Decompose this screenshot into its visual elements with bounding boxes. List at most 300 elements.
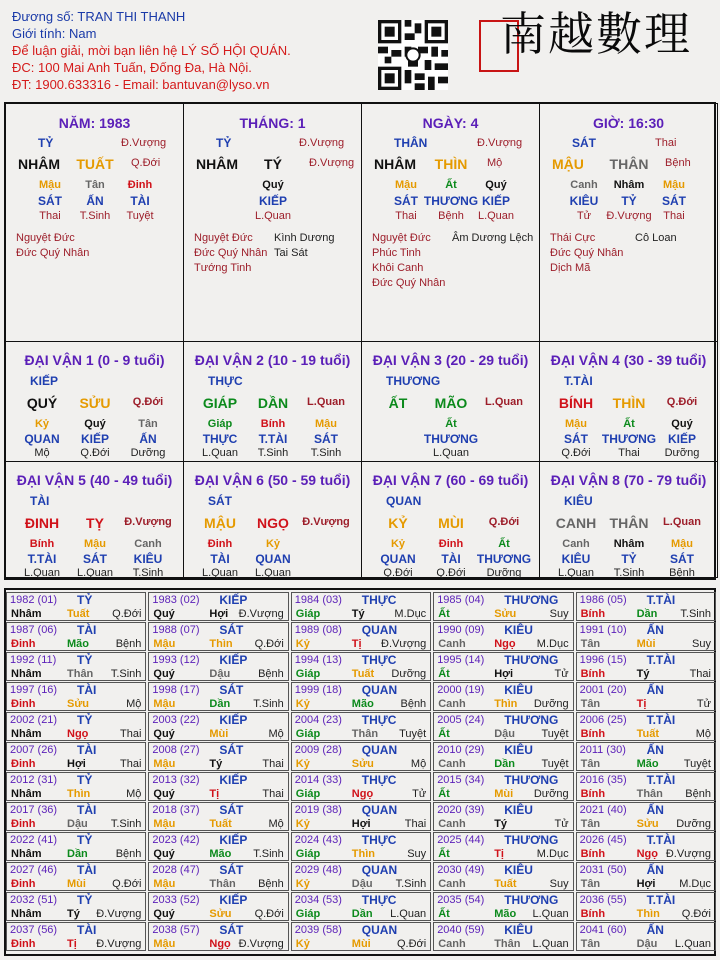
year-cell (291, 622, 431, 651)
pillar-cell (361, 103, 540, 342)
year-can: Mậu (153, 938, 176, 950)
year-chi: Tị (636, 698, 647, 710)
year-can: Mậu (153, 638, 176, 650)
year-label: 2036 (55) (579, 894, 627, 906)
pillar-top-god: THÂN (394, 136, 428, 150)
year-god: KIÊU (504, 623, 533, 637)
luck-cell (361, 341, 540, 462)
hidden-god: QUAN (255, 552, 291, 566)
hidden-stem: Quý (84, 418, 106, 430)
hidden-state: L.Quan (254, 567, 292, 579)
year-god: KIẾP (219, 893, 248, 907)
hidden-stem: Mậu (671, 538, 693, 550)
gender-label: Giới tính: (12, 26, 66, 41)
year-god: KIÊU (504, 683, 533, 697)
year-state: Dưỡng (533, 698, 569, 710)
luck-chi-state: Đ.Vượng (302, 516, 350, 528)
year-can: Ất (438, 608, 450, 620)
luck-chi-state: Q.Đới (132, 396, 164, 408)
year-cell (148, 802, 288, 831)
hidden-state: T.Sinh (613, 567, 645, 579)
year-god: T.TÀI (646, 893, 676, 907)
year-state: L.Quan (674, 938, 711, 950)
year-god: KIẾP (219, 833, 248, 847)
year-cell (291, 742, 431, 771)
year-god: QUAN (361, 683, 398, 697)
year-cell (433, 832, 573, 861)
luck-chi: MÃO (434, 395, 468, 411)
year-cell (576, 652, 716, 681)
pillar-chi: TUẤT (76, 156, 114, 172)
year-can: Mậu (153, 698, 176, 710)
hidden-god: TÀI (441, 552, 461, 566)
luck-title: ĐẠI VẬN 1 (0 - 9 tuổi) (24, 352, 165, 368)
year-god: TÀI (77, 863, 97, 877)
year-can: Quý (153, 668, 175, 680)
year-god: TÀI (77, 923, 97, 937)
year-can: Quý (153, 848, 175, 860)
year-label: 2031 (50) (579, 864, 627, 876)
hidden-stem: Giáp (207, 418, 233, 430)
luck-chi-state: L.Quan (307, 396, 345, 408)
luck-title: ĐẠI VẬN 3 (20 - 29 tuổi) (372, 352, 529, 368)
year-can: Bính (580, 608, 606, 620)
year-can: Canh (438, 758, 466, 770)
year-state: Đ.Vượng (96, 908, 142, 920)
year-label: 2010 (29) (437, 744, 485, 756)
header-info (12, 8, 291, 93)
pillar-chi-state: Mộ (487, 157, 503, 169)
year-state: Thai (689, 668, 711, 680)
luck-can: ẤT (388, 395, 408, 411)
luck-cell (183, 461, 362, 578)
hidden-state: Tuyệt (126, 210, 154, 222)
year-label: 2009 (28) (294, 744, 342, 756)
hidden-stem: Mậu (663, 179, 685, 191)
year-chi: Mão (636, 758, 659, 770)
year-cell (576, 592, 716, 621)
year-state: Mộ (268, 818, 284, 830)
year-label: 1992 (11) (10, 654, 57, 666)
year-state: Thai (404, 818, 427, 830)
year-label: 2014 (33) (294, 774, 342, 786)
hidden-stem: Canh (134, 538, 162, 550)
pillar-top-god: SÁT (572, 136, 596, 150)
year-cell (148, 772, 288, 801)
pillar-title: THÁNG: 1 (239, 115, 306, 131)
year-can: Đinh (11, 818, 36, 830)
year-god: THƯƠNG (504, 773, 559, 787)
year-state: M.Dục (679, 878, 711, 890)
year-cell (291, 682, 431, 711)
hidden-god: SÁT (314, 432, 338, 446)
year-cell (6, 622, 146, 651)
hidden-god: KIẾP (667, 432, 697, 446)
year-chi: Tị (351, 638, 362, 650)
year-state: Bệnh (400, 698, 427, 710)
year-can: Đinh (11, 938, 36, 950)
hidden-state: Thai (618, 447, 640, 459)
hidden-state: Dưỡng (486, 567, 522, 579)
year-chi: Tuất (209, 818, 232, 830)
year-can: Ất (438, 788, 450, 800)
hidden-god: THƯƠNG (423, 432, 479, 446)
luck-chi: DẦN (257, 395, 289, 411)
year-cell (148, 652, 288, 681)
year-god: THỰC (361, 833, 397, 847)
year-state: Tử (696, 698, 711, 710)
luck-cell (361, 461, 540, 578)
year-cell (148, 682, 288, 711)
year-chi: Hợi (209, 608, 229, 620)
pillar-title: NGÀY: 4 (422, 115, 479, 131)
hidden-stem: Đinh (207, 538, 233, 550)
year-chi: Thìn (494, 698, 518, 710)
year-cell (291, 832, 431, 861)
year-state: L.Quan (532, 908, 569, 920)
hidden-god: SÁT (670, 552, 694, 566)
hidden-state: T.Sinh (310, 447, 342, 459)
year-cell (291, 862, 431, 891)
pillar-top-god: TỶ (38, 136, 54, 150)
star-item: Đức Quý Nhân (550, 247, 624, 259)
year-cell (6, 802, 146, 831)
hidden-god: SÁT (38, 194, 62, 208)
luck-title: ĐẠI VẬN 4 (30 - 39 tuổi) (550, 352, 707, 368)
year-cell (291, 892, 431, 921)
year-state: Tử (554, 818, 569, 830)
logo: 南越數理 (500, 7, 692, 61)
luck-title: ĐẠI VẬN 8 (70 - 79 tuổi) (550, 472, 707, 488)
year-god: TỶ (77, 653, 93, 667)
year-chi: Ngọ (67, 728, 89, 740)
year-chi: Tị (209, 788, 220, 800)
luck-cell (5, 341, 184, 462)
year-chi: Tị (494, 848, 504, 860)
year-god: ẤN (646, 683, 664, 697)
year-label: 2023 (42) (152, 834, 200, 846)
year-god: TÀI (77, 623, 97, 637)
year-chi: Hợi (351, 818, 371, 830)
year-cell (148, 922, 288, 951)
year-god: ẤN (646, 803, 664, 817)
year-can: Nhâm (11, 608, 42, 620)
year-cell (291, 922, 431, 951)
year-god: KIÊU (504, 803, 533, 817)
year-god: THỰC (361, 773, 397, 787)
year-god: KIÊU (504, 863, 533, 877)
year-god: ẤN (646, 623, 664, 637)
year-chi: Dậu (351, 878, 373, 890)
year-label: 2020 (39) (437, 804, 485, 816)
gender-value: Nam (68, 26, 97, 41)
hidden-stem: Quý (671, 418, 693, 430)
year-can: Giáp (295, 728, 321, 740)
year-label: 2011 (30) (579, 744, 626, 756)
star-item: Đức Quý Nhân (372, 277, 446, 289)
hidden-stem: Canh (562, 538, 590, 550)
year-state: L.Quan (390, 908, 427, 920)
pillar-cell (183, 103, 362, 342)
year-cell (576, 772, 716, 801)
year-god: T.TÀI (646, 713, 676, 727)
year-label: 1997 (16) (10, 684, 58, 696)
pillar-chi-state: Q.Đới (131, 157, 161, 169)
year-chi: Thân (67, 668, 94, 680)
address-line: ĐC: 100 Mai Anh Tuấn, Đống Đa, Hà Nội. (12, 60, 252, 75)
year-chi: Thìn (209, 638, 233, 650)
hidden-state: L.Quan (23, 567, 61, 579)
year-label: 2040 (59) (437, 924, 485, 936)
hidden-stem: Kỷ (34, 418, 50, 430)
year-god: TÀI (77, 743, 97, 757)
year-cell (6, 652, 146, 681)
year-can: Mậu (153, 818, 176, 830)
year-state: Q.Đới (254, 638, 284, 650)
luck-can: BÍNH (558, 395, 594, 411)
year-state: Q.Đới (112, 878, 142, 890)
year-god: T.TÀI (646, 833, 676, 847)
year-chi: Thìn (636, 908, 660, 920)
hidden-state: L.Quan (254, 210, 292, 222)
year-cell (433, 772, 573, 801)
year-cell (148, 832, 288, 861)
year-chi: Ngọ (494, 638, 516, 650)
luck-title: ĐẠI VẬN 2 (10 - 19 tuổi) (194, 352, 351, 368)
hidden-god: KIÊU (133, 552, 163, 566)
year-state: Suy (407, 848, 427, 860)
year-can: Tân (580, 698, 601, 710)
year-label: 1982 (01) (10, 594, 58, 606)
pillar-top-god: TỶ (216, 136, 232, 150)
year-chi: Tuất (67, 608, 90, 620)
year-god: SÁT (219, 803, 244, 817)
year-label: 2027 (46) (10, 864, 58, 876)
hidden-state: L.Quan (201, 567, 239, 579)
hidden-god: KIẾP (258, 194, 288, 208)
year-label: 2034 (53) (294, 894, 342, 906)
year-label: 1989 (08) (294, 624, 342, 636)
year-cell (433, 652, 573, 681)
hidden-stem: Quý (262, 179, 284, 191)
pillar-chi: TÝ (264, 156, 282, 172)
year-label: 2008 (27) (152, 744, 200, 756)
year-god: QUAN (361, 623, 398, 637)
year-god: THƯƠNG (504, 593, 559, 607)
year-chi: Hợi (67, 758, 86, 770)
year-state: T.Sinh (395, 878, 427, 890)
hidden-stem: Kỷ (265, 538, 281, 550)
luck-can: MẬU (204, 515, 236, 531)
year-can: Nhâm (11, 728, 42, 740)
year-can: Canh (438, 818, 466, 830)
year-state: Q.Đới (254, 908, 284, 920)
hidden-god: TÀI (130, 194, 150, 208)
hidden-state: Tử (576, 210, 592, 222)
year-label: 1986 (05) (579, 594, 627, 606)
year-god: KIẾP (219, 593, 248, 607)
hidden-god: ẤN (86, 194, 104, 208)
year-chi: Dậu (209, 668, 231, 680)
hidden-state: Q.Đới (80, 447, 110, 459)
hidden-stem: Mậu (565, 418, 587, 430)
star-item: Đức Quý Nhân (194, 247, 268, 259)
year-label: 1998 (17) (152, 684, 200, 696)
year-state: Suy (549, 608, 569, 620)
hidden-stem: Mậu (84, 538, 106, 550)
year-label: 1985 (04) (437, 594, 485, 606)
hidden-state: Mộ (34, 447, 50, 459)
year-cell (576, 712, 716, 741)
year-can: Đinh (11, 878, 36, 890)
year-state: T.Sinh (110, 668, 142, 680)
year-label: 2037 (56) (10, 924, 58, 936)
year-state: Thai (262, 788, 284, 800)
hidden-god: THƯƠNG (601, 432, 657, 446)
year-cell (148, 892, 288, 921)
annual-table (4, 588, 716, 956)
year-state: Dưỡng (676, 818, 711, 830)
year-can: Nhâm (11, 668, 42, 680)
year-cell (433, 682, 573, 711)
year-cell (6, 742, 146, 771)
year-can: Giáp (295, 668, 321, 680)
year-can: Đinh (11, 758, 36, 770)
pillar-top-state: Đ.Vượng (121, 137, 167, 149)
year-cell (6, 892, 146, 921)
year-state: Mộ (126, 788, 142, 800)
year-state: Tử (554, 668, 569, 680)
year-state: T.Sinh (680, 608, 711, 620)
luck-top-god: KIÊU (564, 494, 593, 508)
luck-chi-state: Q.Đới (666, 396, 698, 408)
year-label: 2005 (24) (437, 714, 485, 726)
year-chi: Tý (494, 818, 508, 830)
hidden-stem: Ất (623, 418, 635, 430)
year-can: Tân (580, 878, 601, 890)
hidden-stem: Kỷ (390, 538, 406, 550)
year-can: Đinh (11, 638, 36, 650)
hidden-god: SÁT (564, 432, 588, 446)
hidden-state: T.Sinh (79, 210, 111, 222)
year-chi: Tuất (351, 668, 375, 680)
year-can: Đinh (11, 698, 36, 710)
luck-top-god: THỰC (208, 374, 243, 388)
pillar-top-state: Đ.Vượng (477, 137, 523, 149)
year-god: KIÊU (504, 743, 533, 757)
pillar-title: GIỜ: 16:30 (592, 115, 665, 131)
hidden-god: KIẾP (80, 432, 110, 446)
pillar-cell (5, 103, 184, 342)
year-state: Đ.Vượng (381, 638, 427, 650)
year-can: Ất (438, 908, 450, 920)
year-cell (291, 772, 431, 801)
year-god: QUAN (361, 743, 398, 757)
hidden-stem: Ất (498, 538, 510, 550)
luck-can: CANH (555, 515, 597, 531)
year-label: 2001 (20) (579, 684, 627, 696)
year-can: Giáp (295, 848, 321, 860)
luck-top-god: SÁT (208, 494, 232, 508)
year-state: Q.Đới (681, 908, 711, 920)
hidden-stem: Mậu (39, 179, 61, 191)
hidden-stem: Đinh (438, 538, 464, 550)
year-god: THỰC (361, 713, 397, 727)
year-god: SÁT (219, 863, 244, 877)
year-state: Tuyệt (541, 758, 569, 770)
year-god: KIẾP (219, 653, 248, 667)
year-label: 1996 (15) (579, 654, 627, 666)
hidden-stem: Ất (445, 418, 457, 430)
year-cell (291, 802, 431, 831)
year-can: Bính (580, 728, 606, 740)
year-state: Đ.Vượng (238, 608, 284, 620)
year-cell (148, 622, 288, 651)
hidden-state: Thai (395, 210, 417, 222)
hidden-god: TÀI (210, 552, 230, 566)
year-cell (6, 592, 146, 621)
year-god: THƯƠNG (504, 713, 559, 727)
year-can: Canh (438, 938, 466, 950)
year-label: 2013 (32) (152, 774, 200, 786)
pillar-top-state: Thai (655, 137, 677, 149)
year-can: Ất (438, 728, 450, 740)
year-state: Bệnh (258, 668, 284, 680)
year-state: Mộ (126, 698, 142, 710)
hidden-stem: Đinh (127, 179, 153, 191)
year-label: 2006 (25) (579, 714, 627, 726)
year-label: 2028 (47) (152, 864, 200, 876)
hidden-state: Dưỡng (130, 447, 166, 459)
year-state: Tử (412, 788, 427, 800)
year-god: SÁT (219, 623, 244, 637)
year-chi: Thân (636, 788, 663, 800)
luck-chi: NGỌ (257, 515, 289, 531)
year-state: Suy (692, 638, 711, 650)
hidden-state: Q.Đới (383, 567, 413, 579)
year-chi: Sửu (351, 758, 374, 770)
hidden-stem: Nhâm (613, 538, 645, 550)
year-label: 2015 (34) (437, 774, 485, 786)
luck-chi: THÌN (612, 395, 646, 411)
year-chi: Thân (209, 878, 236, 890)
year-label: 2035 (54) (437, 894, 485, 906)
hidden-state: T.Sinh (257, 447, 289, 459)
hidden-stem: Canh (570, 179, 598, 191)
year-state: Bệnh (115, 848, 142, 860)
hidden-god: KIÊU (561, 552, 591, 566)
year-cell (6, 772, 146, 801)
year-label: 2029 (48) (294, 864, 342, 876)
hidden-god: TỶ (621, 194, 637, 208)
year-cell (433, 862, 573, 891)
year-god: TỶ (77, 713, 93, 727)
year-god: KIẾP (219, 773, 248, 787)
luck-chi-state: L.Quan (485, 396, 523, 408)
hidden-state: L.Quan (477, 210, 515, 222)
year-can: Kỷ (295, 638, 310, 650)
year-cell (433, 802, 573, 831)
star-item: Nguyệt Đức (194, 232, 253, 244)
hidden-god: T.TÀI (27, 552, 57, 566)
year-can: Canh (438, 698, 466, 710)
year-cell (148, 712, 288, 741)
year-cell (291, 712, 431, 741)
year-can: Mậu (153, 878, 176, 890)
year-state: Thai (262, 758, 284, 770)
year-god: SÁT (219, 683, 244, 697)
luck-title: ĐẠI VẬN 6 (50 - 59 tuổi) (194, 472, 351, 488)
